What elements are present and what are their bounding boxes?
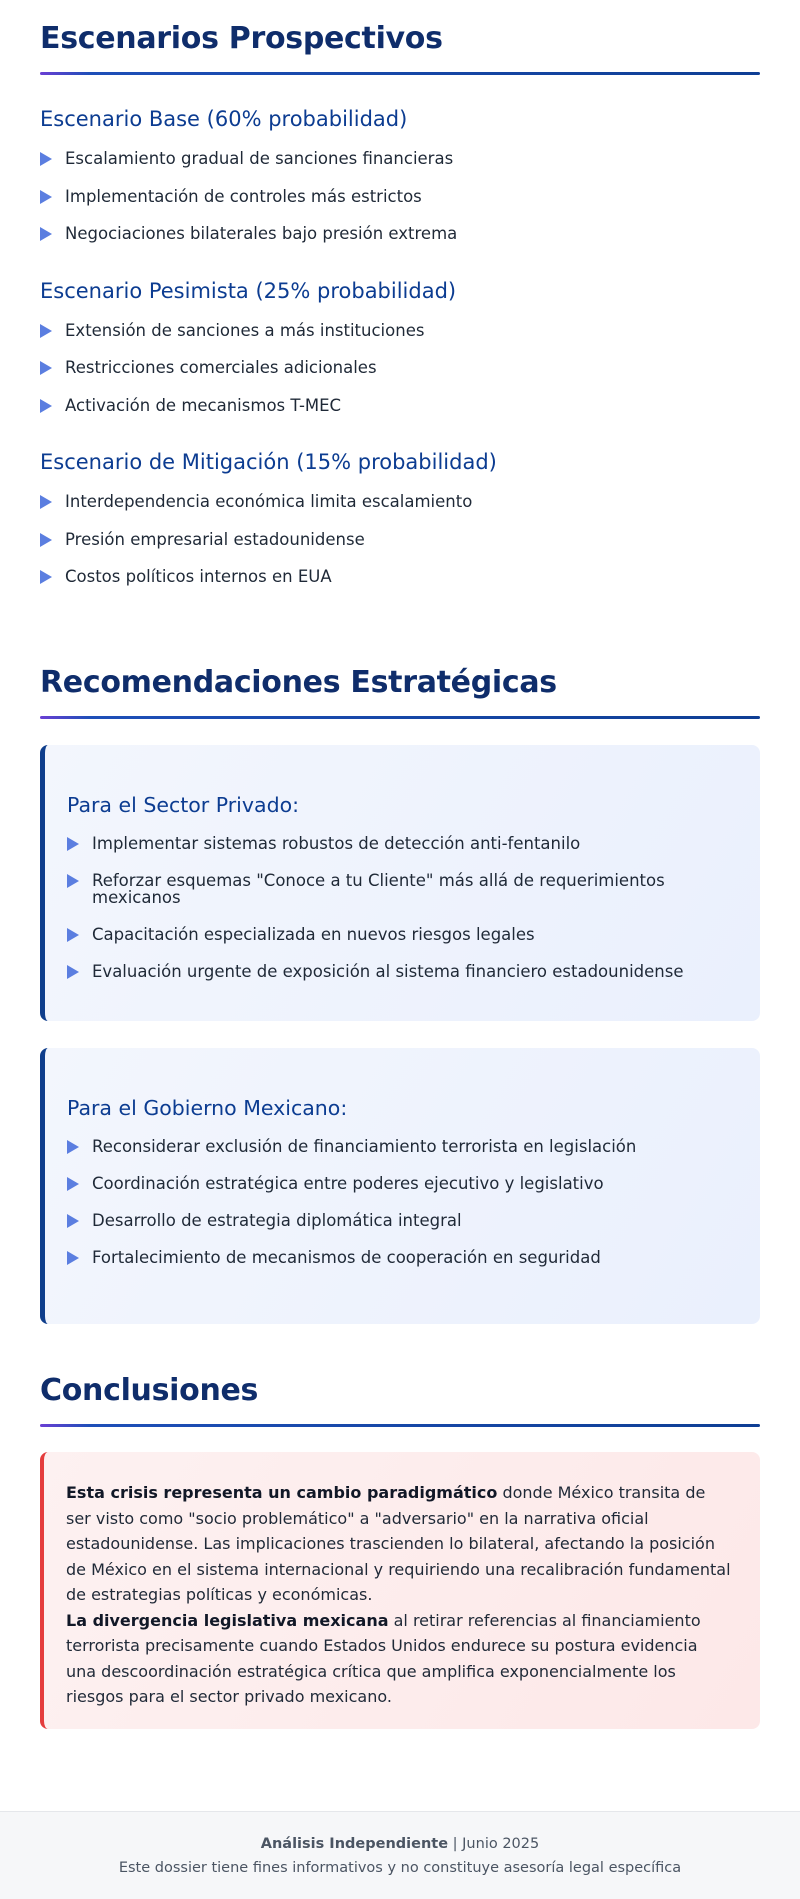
scenario-mitigation-title: Escenario de Mitigación (15% probabilidad) — [40, 450, 497, 474]
government-card — [40, 1048, 760, 1324]
list-item: Escalamiento gradual de sanciones financieras — [40, 151, 760, 168]
conclusions-section — [40, 1373, 760, 1427]
conclusion-paragraph: La divergencia legislativa mexicana al retirar referencias al financiamiento terrorista precisamente cuando Estados Unidos endurece su postura evidencia una descoordinación estratégica crítica que amplifica exponencialmente los riesgos para el sector privado mexicano. — [66, 1610, 701, 1706]
triangle-right-icon — [40, 190, 52, 204]
recommendations-section — [40, 665, 760, 719]
list-item: Reconsiderar exclusión de financiamiento terrorista en legislación — [67, 1139, 734, 1156]
list-item: Fortalecimiento de mecanismos de cooperación en seguridad — [67, 1250, 734, 1267]
list-item: Restricciones comerciales adicionales — [40, 360, 760, 377]
list-item: Extensión de sanciones a más instituciones — [40, 323, 760, 340]
triangle-right-icon — [40, 399, 52, 413]
conclusion-callout — [40, 1452, 760, 1729]
triangle-right-icon — [67, 1140, 79, 1154]
list-item: Evaluación urgente de exposición al sistema financiero estadounidense — [67, 964, 734, 981]
list-item: Costos políticos internos en EUA — [40, 569, 760, 586]
triangle-right-icon — [67, 1177, 79, 1191]
section-title: Conclusiones — [40, 1373, 259, 1408]
list-item: Desarrollo de estrategia diplomática integral — [67, 1213, 734, 1230]
list-item: Implementación de controles más estrictos — [40, 189, 760, 206]
triangle-right-icon — [67, 874, 79, 888]
scenario-pessimistic-title: Escenario Pesimista (25% probabilidad) — [40, 278, 457, 303]
triangle-right-icon — [40, 495, 52, 509]
list-item: Capacitación especializada en nuevos riesgos legales — [67, 927, 734, 944]
triangle-right-icon — [67, 1214, 79, 1228]
footer-date: Junio 2025 — [462, 1836, 540, 1852]
list-item: Interdependencia económica limita escalamiento — [40, 494, 760, 511]
footer-brand: Análisis Independiente — [260, 1836, 449, 1852]
footer-credit — [0, 1836, 800, 1852]
list-item: Implementar sistemas robustos de detección anti-fentanilo — [67, 836, 734, 853]
triangle-right-icon — [40, 570, 52, 584]
title-rule — [40, 72, 760, 75]
list-item: Presión empresarial estadounidense — [40, 532, 760, 549]
triangle-right-icon — [67, 928, 79, 942]
scenarios-section — [40, 21, 760, 586]
page-footer — [0, 1811, 800, 1899]
triangle-right-icon — [40, 324, 52, 338]
triangle-right-icon — [40, 361, 52, 375]
section-title: Recomendaciones Estratégicas — [40, 665, 557, 700]
triangle-right-icon — [67, 1251, 79, 1265]
footer-separator: | — [448, 1836, 463, 1852]
section-title: Escenarios Prospectivos — [40, 21, 443, 56]
triangle-right-icon — [40, 533, 52, 547]
private-sector-card — [40, 745, 760, 1021]
title-rule — [40, 1424, 760, 1427]
list-item: Coordinación estratégica entre poderes ejecutivo y legislativo — [67, 1176, 734, 1193]
conclusion-paragraph: Esta crisis representa un cambio paradigmático donde México transita de ser visto como "socio problemático" a "adversario" en la narrativa oficial estadounidense. Las implicaciones trascienden lo bilateral, afectando la posición de México en el sistema internacional y requiriendo una recalibración fundamental de estrategias políticas y económicas. — [66, 1483, 731, 1604]
private-sector-list — [67, 836, 734, 980]
triangle-right-icon — [67, 837, 79, 851]
scenario-base-list — [40, 151, 760, 243]
list-item: Reforzar esquemas "Conoce a tu Cliente" más allá de requerimientos mexicanos — [67, 873, 734, 906]
conclusion-emphasis: Esta crisis representa un cambio paradigmático — [66, 1483, 498, 1502]
scenario-pessimistic-list — [40, 320, 760, 415]
conclusion-emphasis: La divergencia legislativa mexicana — [66, 1610, 389, 1630]
government-list — [67, 1139, 734, 1267]
card-title: Para el Gobierno Mexicano: — [67, 1096, 348, 1120]
scenario-base-title: Escenario Base (60% probabilidad) — [40, 107, 408, 131]
triangle-right-icon — [40, 152, 52, 166]
list-item: Activación de mecanismos T-MEC — [40, 398, 760, 415]
scenario-mitigation-list — [40, 494, 760, 586]
list-item: Negociaciones bilaterales bajo presión extrema — [40, 226, 760, 243]
card-title: Para el Sector Privado: — [67, 793, 300, 817]
footer-disclaimer: Este dossier tiene fines informativos y no constituye asesoría legal específica — [118, 1860, 682, 1876]
title-rule — [40, 716, 760, 719]
triangle-right-icon — [40, 227, 52, 241]
triangle-right-icon — [67, 965, 79, 979]
